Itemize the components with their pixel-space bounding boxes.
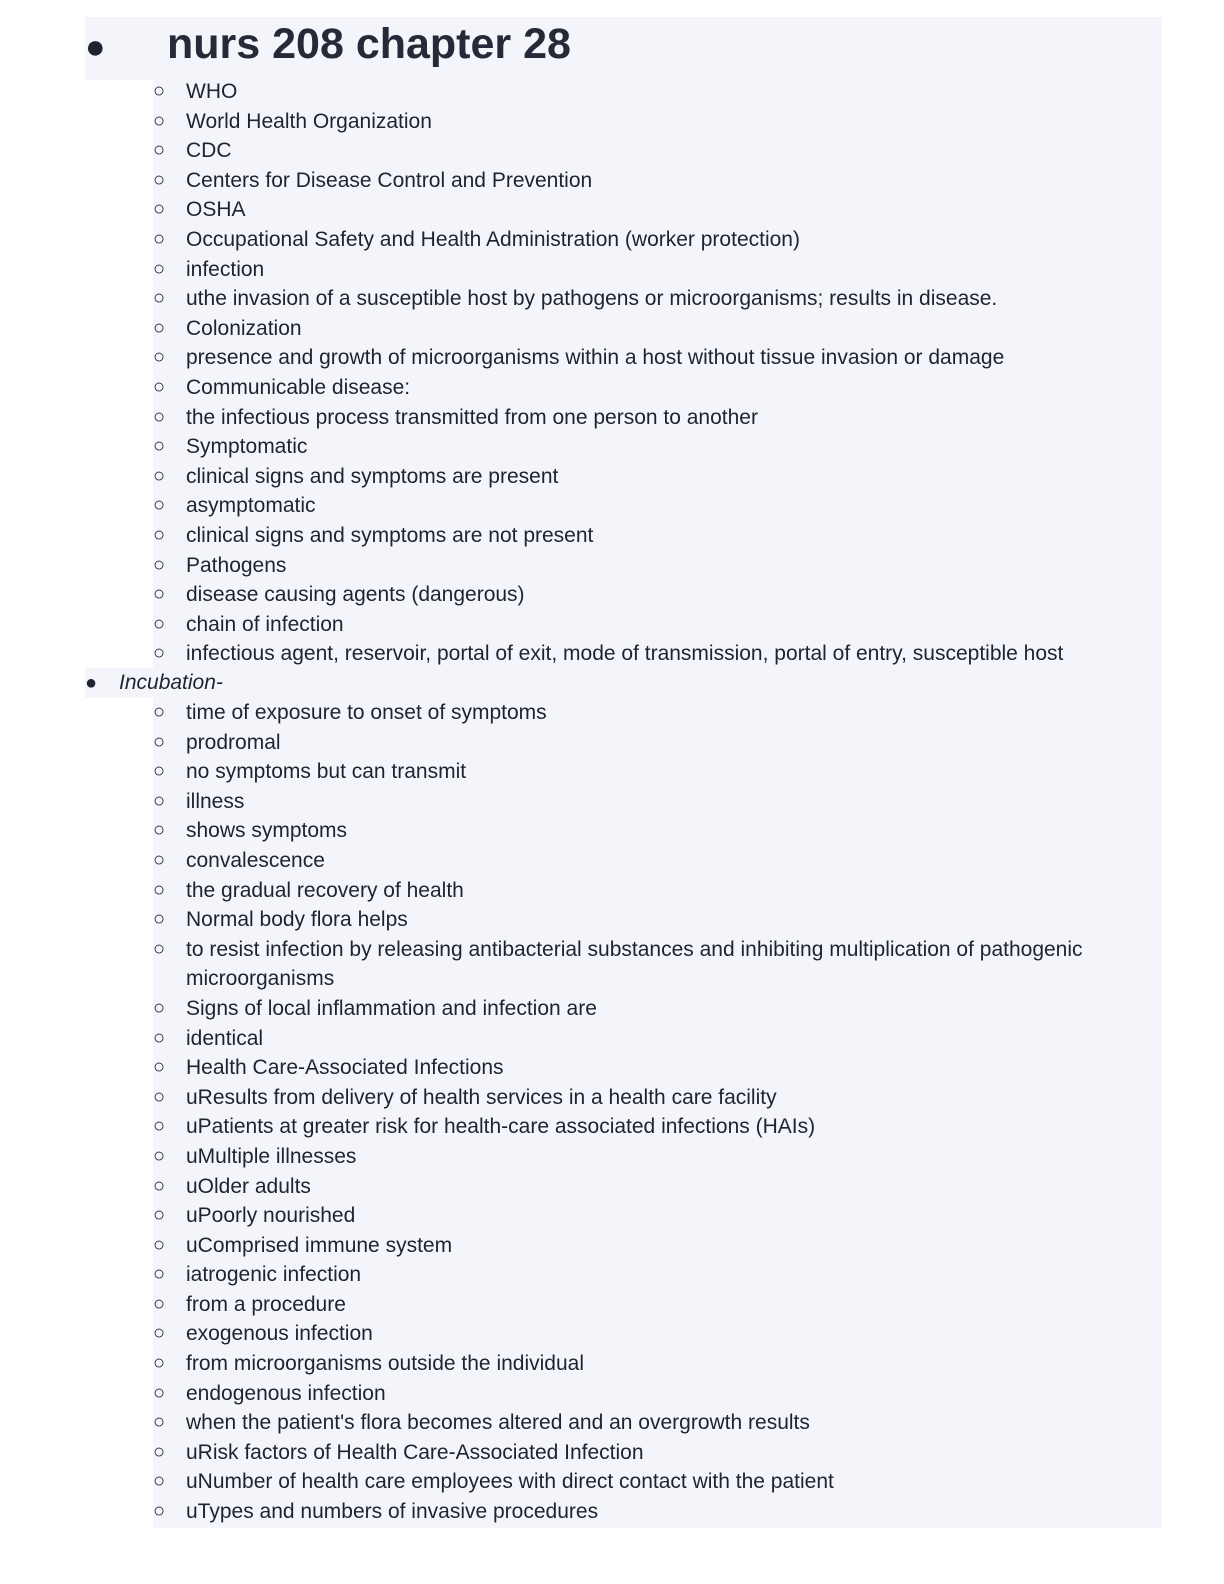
list-item [0, 1112, 1162, 1142]
list-item-text: Health Care-Associated Infections [186, 1056, 504, 1080]
sub-bullet-icon: ○ [153, 642, 166, 665]
sub-bullet-icon: ○ [153, 1144, 166, 1167]
sub-bullet-icon: ○ [153, 227, 166, 250]
list-item-text: disease causing agents (dangerous) [186, 583, 525, 607]
list-item-text: Pathogens [186, 553, 287, 577]
sub-bullet-icon: ○ [153, 1233, 166, 1256]
sub-bullet-icon: ○ [153, 819, 166, 842]
sub-bullet-icon: ○ [153, 1440, 166, 1463]
sub-bullet-icon: ○ [153, 1115, 166, 1138]
sub-bullet-icon: ○ [153, 789, 166, 812]
list-item [0, 1290, 1162, 1320]
list-item [0, 491, 1162, 521]
list-item-text: Symptomatic [186, 435, 308, 459]
list-item-text: exogenous infection [186, 1322, 373, 1346]
list-item [0, 1201, 1162, 1231]
list-item-text: endogenous infection [186, 1381, 386, 1405]
list-item-text: Communicable disease: [186, 375, 411, 399]
list-item-text: uPoorly nourished [186, 1204, 356, 1228]
list-item-text: chain of infection [186, 612, 344, 636]
list-item [0, 462, 1162, 492]
list-item [0, 698, 1162, 728]
sub-bullet-icon: ○ [153, 1470, 166, 1493]
list-item-text: uOlder adults [186, 1174, 311, 1198]
infection-stages-list [0, 698, 1162, 1527]
list-item-text: Occupational Safety and Health Administration (worker protection) [186, 227, 800, 251]
list-item [0, 816, 1162, 846]
list-item-text: the infectious process transmitted from one person to another [186, 405, 758, 429]
page-title: nurs 208 chapter 28 [167, 20, 571, 68]
sub-bullet-icon: ○ [153, 168, 166, 191]
sub-bullet-icon: ○ [153, 198, 166, 221]
list-item [0, 373, 1162, 403]
sub-bullet-icon: ○ [153, 1500, 166, 1523]
sub-bullet-icon: ○ [153, 1381, 166, 1404]
sub-bullet-icon: ○ [153, 1352, 166, 1375]
definitions-list [0, 77, 1162, 669]
list-item [0, 225, 1162, 255]
list-item [0, 432, 1162, 462]
list-item [0, 1408, 1162, 1438]
list-item [0, 551, 1162, 581]
list-item [0, 107, 1162, 137]
list-item-text: Normal body flora helps [186, 908, 408, 932]
sub-bullet-icon: ○ [153, 109, 166, 132]
list-item [0, 1142, 1162, 1172]
sub-bullet-icon: ○ [153, 612, 166, 635]
list-item [0, 1172, 1162, 1202]
list-item [0, 255, 1162, 285]
list-item-text: uthe invasion of a susceptible host by pathogens or microorganisms; results in disease. [186, 287, 998, 311]
list-item [0, 994, 1162, 1024]
list-item [0, 521, 1162, 551]
list-item [0, 1053, 1162, 1083]
list-item-text: presence and growth of microorganisms within a host without tissue invasion or damage [186, 346, 1005, 370]
list-item-text: World Health Organization [186, 109, 432, 133]
list-item-text: Colonization [186, 316, 302, 340]
list-item-text: the gradual recovery of health [186, 878, 464, 902]
sub-bullet-icon: ○ [153, 1085, 166, 1108]
list-item [0, 1083, 1162, 1113]
sub-bullet-icon: ○ [153, 878, 166, 901]
list-item-text: shows symptoms [186, 819, 348, 843]
list-item [0, 846, 1162, 876]
list-item-text: to resist infection by releasing antibacterial substances and inhibiting multiplication of pathogenic microorganisms [186, 937, 1083, 991]
list-item [0, 1349, 1162, 1379]
list-item [0, 610, 1162, 640]
list-item [0, 314, 1162, 344]
list-item [0, 1379, 1162, 1409]
list-item-text: uRisk factors of Health Care-Associated Infection [186, 1440, 644, 1464]
list-item [0, 343, 1162, 373]
list-item-text: WHO [186, 80, 238, 103]
list-item [0, 639, 1162, 669]
list-item-text: CDC [186, 139, 232, 163]
list-item-text: identical [186, 1026, 264, 1050]
sub-bullet-icon: ○ [153, 375, 166, 398]
list-item [0, 136, 1162, 166]
sub-bullet-icon: ○ [153, 848, 166, 871]
list-item-text: uMultiple illnesses [186, 1144, 357, 1168]
sub-bullet-icon: ○ [153, 937, 166, 960]
list-item-text: clinical signs and symptoms are not present [186, 523, 594, 547]
sub-bullet-icon: ○ [153, 730, 166, 753]
sub-bullet-icon: ○ [153, 996, 166, 1019]
sub-bullet-icon: ○ [153, 908, 166, 931]
sub-bullet-icon: ○ [153, 346, 166, 369]
list-item-text: uNumber of health care employees with direct contact with the patient [186, 1470, 834, 1494]
title-row [85, 17, 1162, 80]
list-item-text: from microorganisms outside the individual [186, 1352, 585, 1376]
sub-bullet-icon: ○ [153, 553, 166, 576]
incubation-heading: Incubation- [119, 671, 223, 694]
list-item-text: convalescence [186, 848, 325, 872]
list-item [0, 77, 1162, 107]
list-item-text: no symptoms but can transmit [186, 760, 467, 784]
list-item-text: iatrogenic infection [186, 1263, 362, 1287]
list-item [0, 1497, 1162, 1527]
sub-bullet-icon: ○ [153, 583, 166, 606]
list-item [0, 1467, 1162, 1497]
sub-bullet-icon: ○ [153, 1322, 166, 1345]
sub-bullet-icon: ○ [153, 405, 166, 428]
sub-bullet-icon: ○ [153, 435, 166, 458]
title-bullet: ● [85, 28, 106, 66]
sub-bullet-icon: ○ [153, 1174, 166, 1197]
sub-bullet-icon: ○ [153, 316, 166, 339]
sub-bullet-icon: ○ [153, 701, 166, 723]
list-item [0, 580, 1162, 610]
sub-bullet-icon: ○ [153, 80, 166, 102]
sub-bullet-icon: ○ [153, 1056, 166, 1079]
list-item [0, 1438, 1162, 1468]
list-item [0, 876, 1162, 906]
list-item-text: from a procedure [186, 1292, 346, 1316]
list-item [0, 1319, 1162, 1349]
list-item-text: Signs of local inflammation and infection are [186, 996, 597, 1020]
sub-bullet-icon: ○ [153, 1411, 166, 1434]
list-item [0, 195, 1162, 225]
list-item [0, 935, 1162, 994]
list-item [0, 728, 1162, 758]
list-item-text: clinical signs and symptoms are present [186, 464, 559, 488]
list-item [0, 166, 1162, 196]
list-item-text: time of exposure to onset of symptoms [186, 701, 547, 724]
sub-bullet-icon: ○ [153, 760, 166, 783]
list-item-text: Centers for Disease Control and Prevention [186, 168, 593, 192]
list-item-text: asymptomatic [186, 494, 316, 518]
list-item-text: uPatients at greater risk for health-care associated infections (HAIs) [186, 1115, 816, 1139]
list-item [0, 1024, 1162, 1054]
list-item-text: prodromal [186, 730, 281, 754]
sub-bullet-icon: ○ [153, 1026, 166, 1049]
sub-bullet-icon: ○ [153, 1204, 166, 1227]
list-item-text: uResults from delivery of health services in a health care facility [186, 1085, 777, 1109]
list-item-text: when the patient's flora becomes altered and an overgrowth results [186, 1411, 810, 1435]
sub-bullet-icon: ○ [153, 1263, 166, 1286]
list-item-text: illness [186, 789, 245, 813]
list-item [0, 284, 1162, 314]
sub-bullet-icon: ○ [153, 464, 166, 487]
list-item-text: infection [186, 257, 265, 281]
sub-bullet-icon: ○ [153, 139, 166, 162]
sub-bullet-icon: ○ [153, 287, 166, 310]
incubation-bullet: ● [85, 672, 98, 694]
list-item-text: uTypes and numbers of invasive procedures [186, 1500, 599, 1524]
list-item [0, 787, 1162, 817]
sub-bullet-icon: ○ [153, 1292, 166, 1315]
list-item [0, 403, 1162, 433]
list-item [0, 757, 1162, 787]
list-item [0, 1260, 1162, 1290]
sub-bullet-icon: ○ [153, 257, 166, 280]
list-item-text: infectious agent, reservoir, portal of exit, mode of transmission, portal of entry, susceptible host [186, 642, 1064, 666]
list-item [0, 1231, 1162, 1261]
list-item-text: uComprised immune system [186, 1233, 453, 1257]
sub-bullet-icon: ○ [153, 494, 166, 517]
sub-bullet-icon: ○ [153, 523, 166, 546]
list-item-text: OSHA [186, 198, 246, 222]
list-item [0, 905, 1162, 935]
